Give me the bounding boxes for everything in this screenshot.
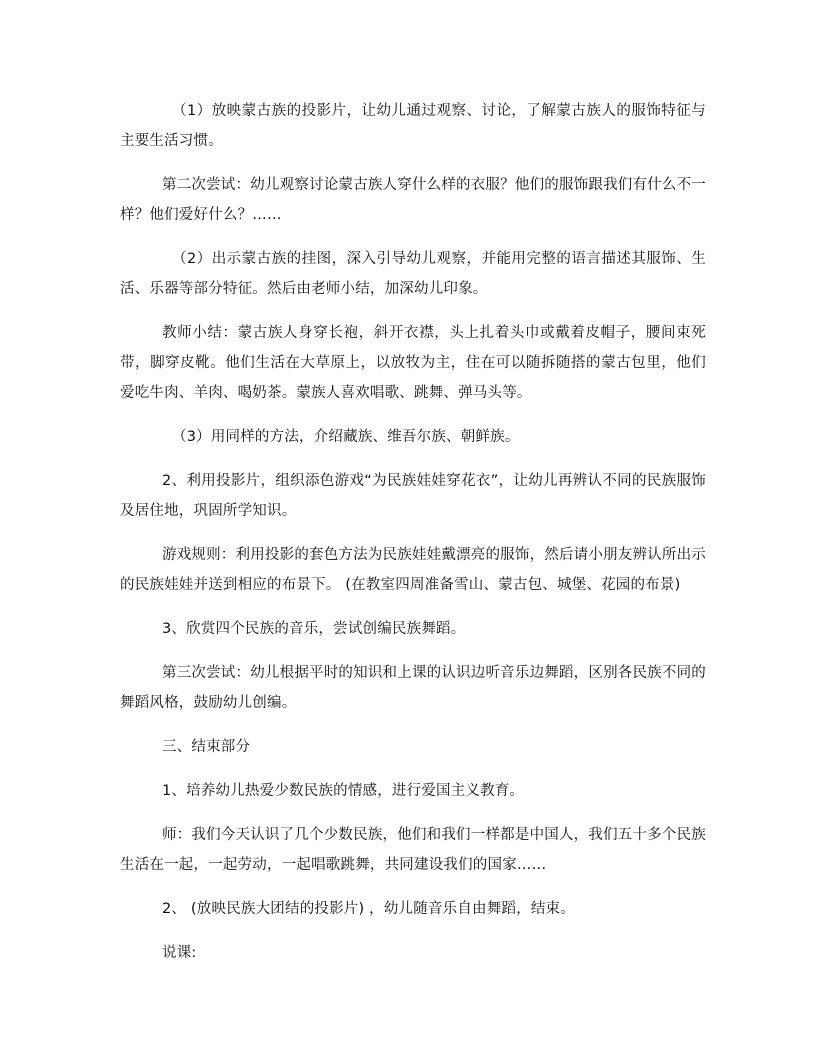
section-heading-ending: 三、结束部分 — [162, 739, 251, 755]
paragraph-step-1: （1）放映蒙古族的投影片，让幼儿通过观察、讨论，了解蒙古族人的服饰特征与主要生活习惯。 — [120, 103, 706, 149]
paragraph-ending-1: 1、培养幼儿热爱少数民族的情感，进行爱国主义教育。 — [162, 783, 525, 799]
paragraph-step-2: （2）出示蒙古族的挂图，深入引导幼儿观察，并能用完整的语言描述其服饰、生活、乐器等部分特征。然后由老师小结，加深幼儿印象。 — [120, 251, 706, 297]
paragraph-second-attempt: 第二次尝试：幼儿观察讨论蒙古族人穿什么样的衣服？他们的服饰跟我们有什么不一样？他们爱好什么？…… — [120, 177, 706, 223]
paragraph-activity-3: 3、欣赏四个民族的音乐，尝试创编民族舞蹈。 — [162, 621, 466, 637]
paragraph-ending-2: 2、 (放映民族大团结的投影片) ，幼儿随音乐自由舞蹈，结束。 — [162, 901, 575, 917]
paragraph-third-attempt: 第三次尝试：幼儿根据平时的知识和上课的认识边听音乐边舞蹈，区别各民族不同的舞蹈风格，鼓励幼儿创编。 — [120, 665, 706, 711]
paragraph-game-rules: 游戏规则：利用投影的套色方法为民族娃娃戴漂亮的服饰，然后请小朋友辨认所出示的民族娃娃并送到相应的布景下。 (在教室四周准备雪山、蒙古包、城堡、花园的布景) — [120, 547, 706, 593]
paragraph-lesson-talk-label: 说课: — [162, 945, 197, 961]
paragraph-step-3: （3）用同样的方法，介绍藏族、维吾尔族、朝鲜族。 — [172, 429, 520, 445]
paragraph-teacher-summary: 教师小结：蒙古族人身穿长袍，斜开衣襟，头上扎着头巾或戴着皮帽子，腰间束死带，脚穿皮靴。他们生活在大草原上，以放牧为主，住在可以随拆随搭的蒙古包里，他们爱吃牛肉、羊肉、喝奶茶。蒙族人喜欢唱歌、跳舞、弹马头等。 — [120, 325, 706, 401]
paragraph-teacher-speech: 师：我们今天认识了几个少数民族，他们和我们一样都是中国人，我们五十多个民族生活在一起，一起劳动，一起唱歌跳舞，共同建设我们的国家…… — [120, 827, 706, 873]
paragraph-activity-2: 2、利用投影片，组织添色游戏“为民族娃娃穿花衣”，让幼儿再辨认不同的民族服饰及居住地，巩固所学知识。 — [120, 473, 706, 519]
